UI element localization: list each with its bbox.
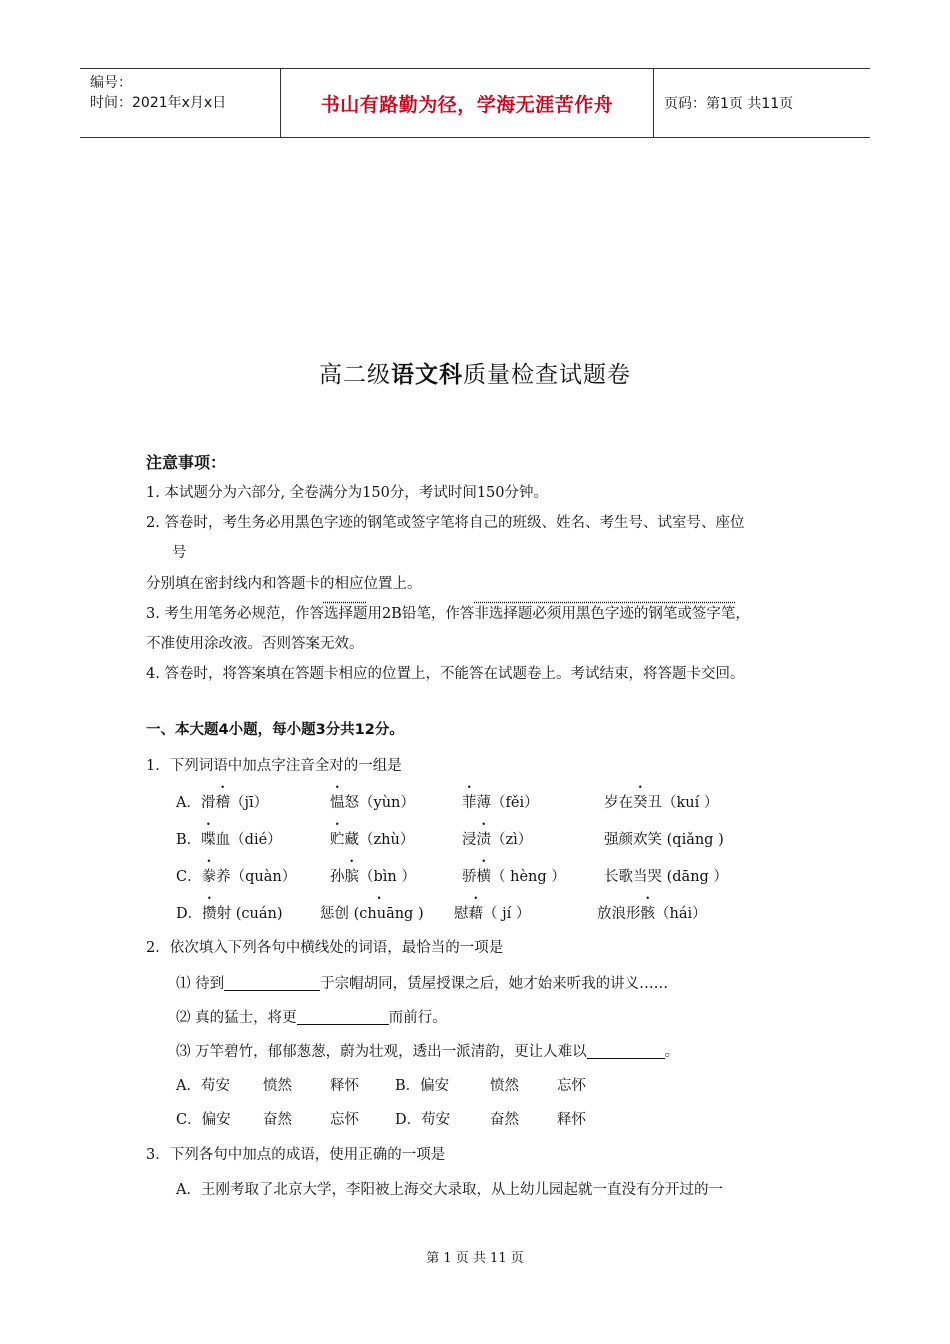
q1-d-word4-pre: 放浪形 [597, 906, 641, 922]
q1-c-word2-dotted: 膑 [344, 869, 359, 885]
q1-c-word2-pinyin: （bìn ） [359, 869, 416, 885]
notice-3-part-a: 3. 考生用笔务必规范，作答 [146, 606, 324, 622]
question-1-stem: 1．下列词语中加点字注音全对的一组是 [146, 758, 402, 774]
q1-option-b [176, 828, 282, 849]
q1-d-word1-dotted: 攒 [202, 906, 217, 922]
notice-item-2-cont: 号 [172, 545, 187, 561]
q2-sentence-2 [176, 1006, 447, 1027]
q1-a-word2-rest: 怒（yùn） [344, 795, 415, 811]
q1-d-word3-dotted: 藉 [468, 906, 483, 922]
q2-option-d-1: D．苟安 [395, 1112, 451, 1128]
q1-b-word2-rest: 藏（zhù） [344, 832, 415, 848]
header-table [80, 68, 870, 138]
question-2-stem: 2．依次填入下列各句中横线处的词语，最恰当的一项是 [146, 940, 504, 956]
notice-item-3-cont: 不准使用涂改液。否则答案无效。 [146, 636, 364, 652]
q1-b-word3-char1: 浸 [462, 832, 477, 848]
q1-a-word1-char1: 滑 [200, 795, 216, 811]
notice-3-part-c: 用2B铅笔，作答 [367, 606, 475, 622]
q1-b-word2-dotted: 贮 [330, 832, 345, 848]
q1-a-word4-pre: 岁在 [604, 795, 633, 811]
q1-d-word4-pinyin: （hái） [655, 906, 707, 922]
q1-c-word4-rest: 哭 (dāng ） [647, 869, 728, 885]
q2-s3-post: 。 [664, 1044, 680, 1060]
notice-3-part-e: ， [735, 606, 750, 622]
q1-option-a-4 [604, 791, 718, 812]
q2-s1-post: 于宗帽胡同，赁屋授课之后，她才始来听我的讲义…… [320, 976, 669, 992]
q1-c-word3-pinyin: （ hèng ） [491, 869, 566, 885]
q1-b-word4-close: ) [713, 832, 724, 848]
notice-item-2-cont2: 分别填在密封线内和答题卡的相应位置上。 [146, 576, 422, 592]
notice-3-emph-b: 非选择题必须用黑色字迹的钢笔或签字笔 [474, 606, 736, 622]
q1-option-d [176, 902, 283, 923]
section-1-heading: 一、本大题4小题，每小题3分共12分。 [146, 722, 404, 738]
q1-c-label: C． [176, 869, 202, 885]
q2-option-a-3: 释怀 [330, 1078, 359, 1094]
q1-d-word1-rest: 射 (cuán) [216, 906, 283, 922]
notice-3-emph-a: 选择题 [323, 606, 368, 622]
q2-s1-pre: ⑴ 待到 [176, 976, 225, 992]
page-title [0, 356, 950, 389]
q1-d-word2-dotted: • 创 (chuāng ) [335, 906, 424, 922]
q1-d-label: D． [176, 906, 203, 922]
q1-a-word1-dotted: 稽 [215, 795, 230, 811]
q2-option-a-1: A．苟安 [176, 1078, 230, 1094]
title-prefix: 高二级 [319, 362, 391, 388]
q1-b-word1-rest: 血（dié） [215, 832, 282, 848]
q1-option-a-3 [462, 791, 539, 812]
q1-option-c [176, 865, 296, 886]
q2-option-b-1: B．偏安 [395, 1078, 450, 1094]
title-subject: 语文科 [391, 362, 463, 388]
q1-a-word2-dotted: 愠 [330, 795, 345, 811]
title-suffix: 质量检查试题卷 [463, 362, 631, 388]
q1-option-c-4 [604, 865, 728, 886]
header-page-cell [654, 69, 870, 137]
q2-option-c-1: C．偏安 [176, 1112, 231, 1128]
q1-c-word1-rest: 养（quàn） [216, 869, 297, 885]
notice-item-4: 4. 答卷时，将答案填在答题卡相应的位置上，不能答在试题卷上。考试结束，将答题卡交回。 [146, 666, 745, 682]
q2-s2-post: 而前行。 [388, 1010, 447, 1026]
q1-b-word3-pinyin: （zì） [491, 832, 533, 848]
q1-a-word4-dotted: 癸 [633, 795, 648, 811]
notice-heading: 注意事项： [146, 453, 227, 472]
q2-option-d-3: 释怀 [557, 1112, 586, 1128]
q1-c-word3-char1: 骄 [462, 869, 477, 885]
q1-c-word2-char1: 孙 [330, 869, 345, 885]
q1-option-c-3 [462, 865, 566, 886]
q2-s3-pre: ⑶ 万竿碧竹，郁郁葱葱，蔚为壮观，透出一派清韵，更让人难以 [176, 1044, 587, 1060]
q1-a-word3-dotted: 菲 [462, 795, 477, 811]
q1-b-word4-pinyin: qiǎng [672, 832, 714, 848]
notice-item-1: 1. 本试题分为六部分, 全卷满分为150分，考试时间150分钟。 [146, 485, 549, 501]
q2-s3-blank [587, 1042, 665, 1059]
header-meta-cell [80, 69, 281, 137]
q2-option-d-2: 奋然 [490, 1112, 519, 1128]
q1-d-word3-char1: 慰 [454, 906, 469, 922]
q1-b-word1-dotted: 喋 [201, 832, 216, 848]
notice-item-2: 2. 答卷时，考生务必用黑色字迹的钢笔或签字笔将自己的班级、姓名、考生号、试室号、座位 [146, 515, 745, 531]
q2-sentence-1 [176, 972, 668, 993]
q2-option-c-2: 奋然 [263, 1112, 292, 1128]
q1-c-word3-dotted: 横 [476, 869, 491, 885]
motto-text: 书山有路勤为径，学海无涯苦作舟 [320, 93, 614, 116]
q1-a-word3-rest: 薄（fěi） [476, 795, 539, 811]
q1-option-d-2 [320, 902, 424, 923]
q1-d-word4-dotted: 骸 [640, 906, 655, 922]
q1-d-word2-char1: 惩 [320, 906, 335, 922]
serial-number-label: 编号： [90, 75, 132, 91]
q1-option-b-3 [462, 828, 532, 849]
q1-option-c-2 [330, 865, 416, 886]
q2-s1-blank [224, 974, 320, 991]
q1-a-word1-pinyin: （jī） [229, 795, 269, 811]
q2-option-b-3: 忘怀 [557, 1078, 586, 1094]
q1-d-word3-pinyin: （ jí ） [483, 906, 531, 922]
q1-option-a-2 [330, 791, 415, 812]
q1-c-word4-pre: 长歌当 [604, 869, 648, 885]
q1-a-label: A． [176, 795, 201, 811]
question-3-stem: 3．下列各句中加点的成语，使用正确的一项是 [146, 1147, 446, 1163]
q1-option-d-4 [597, 902, 707, 923]
notice-item-3 [146, 602, 750, 623]
q1-b-label: B． [176, 832, 202, 848]
q2-s2-blank [297, 1008, 389, 1025]
q2-s2-pre: ⑵ 真的猛士，将更 [176, 1010, 297, 1026]
q1-b-word4: 强颜欢笑 ( [604, 832, 673, 848]
q1-option-b-2 [330, 828, 414, 849]
q1-c-word1-dotted: 豢 [201, 869, 217, 885]
q1-a-word4-rest: 丑（kuí ） [647, 795, 719, 811]
q3-option-a: A．王刚考取了北京大学，李阳被上海交大录取，从上幼儿园起就一直没有分开过的一 [176, 1182, 723, 1198]
q1-option-b-4 [604, 828, 724, 849]
page-code-label: 页码：第1页 共11页 [664, 96, 794, 112]
header-motto-cell [281, 69, 654, 137]
q2-option-c-3: 忘怀 [330, 1112, 359, 1128]
date-label: 时间：2021年x月x日 [90, 95, 227, 111]
q2-option-a-2: 愤然 [263, 1078, 292, 1094]
q1-option-d-3 [454, 902, 530, 923]
q1-option-a [176, 791, 268, 812]
q1-b-word3-dotted: 渍 [476, 832, 491, 848]
page-footer: 第 1 页 共 11 页 [426, 1251, 524, 1266]
q2-sentence-3 [176, 1040, 679, 1061]
q2-option-b-2: 愤然 [490, 1078, 519, 1094]
